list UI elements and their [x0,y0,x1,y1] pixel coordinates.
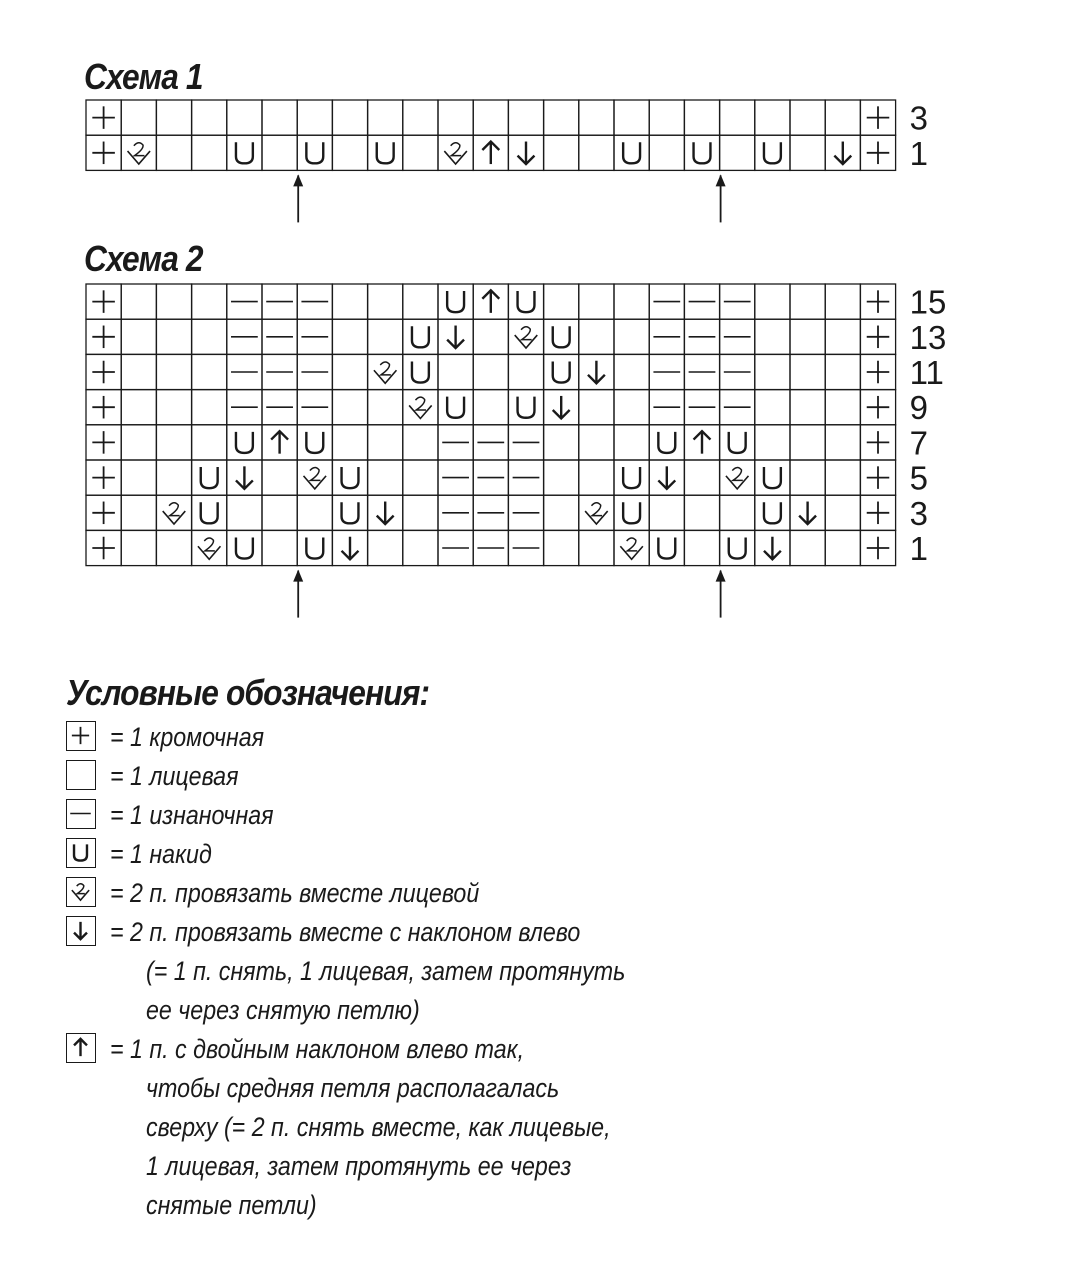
scheme-2-knit-cell [332,284,367,319]
scheme-1-knit-cell [262,135,297,170]
scheme-2-knit-cell [297,495,332,530]
scheme-1-knit-cell [790,135,825,170]
legend-text-line: чтобы средняя петля располагалась [146,1073,560,1103]
scheme-2-k2tog-symbol [368,354,403,389]
scheme-2-purl-symbol [227,354,262,389]
scheme-2-knit-cell [544,425,579,460]
scheme-2-row-7 [86,424,928,461]
scheme-2-knit-cell [579,390,614,425]
scheme-1-knit-cell [297,100,332,135]
scheme-2-edge-stitch-symbol [860,390,895,425]
scheme-2-row-number: 3 [909,494,928,532]
scheme-2-knit-cell [332,319,367,354]
scheme-2-knit-cell [121,390,156,425]
scheme-2-knit-cell [121,284,156,319]
scheme-2-row-number: 9 [909,389,928,427]
scheme-2-knit-cell [368,284,403,319]
scheme-2-knit-cell [262,530,297,565]
scheme-2-purl-symbol [508,495,543,530]
scheme-2-knit-cell [755,354,790,389]
scheme-2-knit-cell [121,495,156,530]
scheme-2-knit-cell [684,495,719,530]
scheme-2-knit-cell [790,284,825,319]
scheme-2-edge-stitch-symbol [86,284,121,319]
scheme-1-yarn-over-symbol [614,135,649,170]
scheme-2-knit-cell [403,460,438,495]
scheme-2-yarn-over-symbol [544,319,579,354]
scheme-1-knit-cell [156,100,191,135]
scheme-2-ssk-arrow-symbol [438,319,473,354]
scheme-2-edge-stitch-symbol [86,530,121,565]
scheme-2-edge-stitch-symbol [860,530,895,565]
scheme-1-knit-cell [368,100,403,135]
scheme-2-edge-stitch-symbol [860,425,895,460]
scheme-2-knit-cell [473,390,508,425]
scheme-2-purl-symbol [684,284,719,319]
scheme-2-purl-symbol [297,284,332,319]
legend-text-line: снятые петли) [146,1190,317,1220]
scheme-2-knit-cell [121,319,156,354]
scheme-2-knit-cell [649,495,684,530]
scheme-2-purl-symbol [438,425,473,460]
scheme-2-edge-stitch-symbol [86,460,121,495]
scheme-1-repeat-arrow-1 [293,174,303,222]
scheme-2-knit-cell [790,530,825,565]
scheme-2-knit-cell [825,284,860,319]
scheme-1-knit-cell [227,100,262,135]
scheme-1-title: Схема 1 [84,56,203,97]
scheme-2-edge-stitch-symbol [860,495,895,530]
scheme-1-knit-cell [579,100,614,135]
scheme-2-knit-cell [156,530,191,565]
scheme-2-knit-cell [684,460,719,495]
scheme-2-double-decrease-arrow-symbol [262,425,297,460]
scheme-2-knit-cell [755,284,790,319]
scheme-1-k2tog-symbol [438,135,473,170]
scheme-2-knit-cell [403,530,438,565]
scheme-2-knit-cell [368,425,403,460]
scheme-2-knit-cell [332,354,367,389]
scheme-2-knit-cell [262,495,297,530]
scheme-2-knit-cell [368,530,403,565]
scheme-2-knit-cell [755,425,790,460]
scheme-2-purl-symbol [508,425,543,460]
legend-text-line: (= 1 п. снять, 1 лицевая, затем протянуть [146,956,626,986]
legend-title: Условные обозначения: [66,672,430,713]
scheme-2-k2tog-symbol [156,495,191,530]
scheme-2-row-1 [86,530,928,567]
scheme-2-purl-symbol [649,284,684,319]
scheme-2-purl-symbol [649,319,684,354]
scheme-2-double-decrease-arrow-symbol [684,425,719,460]
scheme-2-knit-cell [121,530,156,565]
scheme-2-purl-symbol [720,390,755,425]
legend-ssk-symbol [66,916,96,946]
scheme-2-purl-symbol [262,319,297,354]
scheme-1-knit-cell [720,100,755,135]
scheme-2-title: Схема 2 [84,238,203,279]
scheme-2-yarn-over-symbol [614,460,649,495]
scheme-2-edge-stitch-symbol [860,284,895,319]
scheme-2-purl-symbol [262,390,297,425]
scheme-2-knit-cell [544,284,579,319]
scheme-2-yarn-over-symbol [508,284,543,319]
legend-text-line: = 2 п. провязать вместе лицевой [110,878,480,908]
scheme-2-k2tog-symbol [192,530,227,565]
scheme-2-row-number: 7 [909,424,928,462]
scheme-2-knit-cell [156,319,191,354]
scheme-2-edge-stitch-symbol [86,354,121,389]
scheme-2-purl-symbol [508,530,543,565]
scheme-2-knit-cell [438,354,473,389]
scheme-1-knit-cell [403,135,438,170]
scheme-1-knit-cell [614,100,649,135]
scheme-2-purl-symbol [262,354,297,389]
scheme-2-knit-cell [790,319,825,354]
scheme-2-knit-cell [614,425,649,460]
scheme-1-edge-stitch-symbol [86,135,121,170]
scheme-2-knit-cell [544,460,579,495]
scheme-2-purl-symbol [227,390,262,425]
scheme-2-knit-cell [368,460,403,495]
legend-text-line: = 1 накид [110,839,212,869]
scheme-1-knit-cell [438,100,473,135]
scheme-2-row-number: 13 [909,318,947,356]
scheme-2-knit-cell [192,284,227,319]
scheme-1-ssk-arrow-symbol [508,135,543,170]
scheme-2-edge-stitch-symbol [86,319,121,354]
scheme-2-edge-stitch-symbol [860,460,895,495]
scheme-2-row-5 [86,460,928,497]
scheme-1-yarn-over-symbol [297,135,332,170]
scheme-2-knit-cell [614,284,649,319]
scheme-1-knit-cell [332,100,367,135]
scheme-2-yarn-over-symbol [227,425,262,460]
scheme-2-ssk-arrow-symbol [368,495,403,530]
legend-yarn-over [66,835,786,874]
scheme-2-purl-symbol [508,460,543,495]
scheme-2-purl-symbol [720,319,755,354]
scheme-2-ssk-arrow-symbol [755,530,790,565]
scheme-2-k2tog-symbol [297,460,332,495]
legend-k2tog-symbol [66,877,96,907]
scheme-1-knit-cell [332,135,367,170]
scheme-1-knit-cell [544,100,579,135]
scheme-2-row-number: 5 [909,459,928,497]
scheme-2-purl-symbol [297,319,332,354]
scheme-2-purl-symbol [227,284,262,319]
scheme-1-knit-cell [156,135,191,170]
scheme-1-repeat-arrow-2 [716,174,726,222]
scheme-2-yarn-over-symbol [720,530,755,565]
scheme-1-k2tog-symbol [121,135,156,170]
scheme-2-chart [0,282,1000,622]
scheme-2-row-13 [86,319,946,356]
scheme-2-knit-cell [579,425,614,460]
scheme-1-ssk-arrow-symbol [825,135,860,170]
scheme-1-row-3 [86,100,928,137]
scheme-2-edge-stitch-symbol [860,354,895,389]
legend-text-line: = 1 изнаночная [110,800,274,830]
scheme-2-knit-cell [579,284,614,319]
scheme-1-knit-cell [192,100,227,135]
scheme-2-knit-cell [403,284,438,319]
scheme-2-knit-cell [227,495,262,530]
scheme-1-knit-cell [544,135,579,170]
scheme-1-knit-cell [192,135,227,170]
scheme-2-knit-cell [825,495,860,530]
scheme-2-k2tog-symbol [508,319,543,354]
scheme-2-knit-cell [156,425,191,460]
scheme-2-knit-cell [825,425,860,460]
scheme-2-yarn-over-symbol [403,319,438,354]
scheme-2-knit-cell [508,354,543,389]
scheme-2-row-number: 15 [909,283,947,321]
scheme-2-k2tog-symbol [614,530,649,565]
scheme-2-yarn-over-symbol [720,425,755,460]
scheme-2-knit-cell [579,460,614,495]
scheme-2-yarn-over-symbol [438,390,473,425]
scheme-2-purl-symbol [684,319,719,354]
scheme-1-edge-stitch-symbol [860,100,895,135]
scheme-2-knit-cell [579,319,614,354]
scheme-2-knit-cell [544,495,579,530]
legend-text-line: = 1 лицевая [110,761,239,791]
legend-purl [66,796,786,835]
scheme-2-yarn-over-symbol [227,530,262,565]
scheme-2-knit-cell [192,390,227,425]
scheme-1-double-decrease-arrow-symbol [473,135,508,170]
scheme-2-ssk-arrow-symbol [579,354,614,389]
scheme-2-edge-stitch-symbol [860,319,895,354]
scheme-2-edge-stitch-symbol [86,390,121,425]
legend-text-line: 1 лицевая, затем протянуть ее через [146,1151,572,1181]
scheme-2-knit-cell [332,390,367,425]
scheme-2-yarn-over-symbol [614,495,649,530]
scheme-2-row-11 [86,354,944,391]
scheme-2-knit-cell [825,460,860,495]
scheme-2-knit-cell [544,530,579,565]
scheme-2-knit-cell [262,460,297,495]
scheme-1-chart [0,98,1000,228]
scheme-2-knit-cell [720,495,755,530]
scheme-1-knit-cell [684,100,719,135]
scheme-2-knit-cell [192,354,227,389]
scheme-2-purl-symbol [438,460,473,495]
scheme-2-knit-cell [473,319,508,354]
scheme-2-knit-cell [825,530,860,565]
scheme-2-double-decrease-arrow-symbol [473,284,508,319]
scheme-2-yarn-over-symbol [297,530,332,565]
scheme-2-edge-stitch-symbol [86,495,121,530]
scheme-2-knit-cell [614,354,649,389]
scheme-2-knit-cell [156,284,191,319]
scheme-2-knit-cell [614,319,649,354]
scheme-2-k2tog-symbol [579,495,614,530]
scheme-2-knit-cell [156,460,191,495]
legend-ssk [66,913,786,1030]
legend-text-line: = 2 п. провязать вместе с наклоном влево [110,917,581,947]
scheme-2-knit-cell [192,319,227,354]
scheme-2-knit-cell [790,354,825,389]
scheme-2-purl-symbol [720,284,755,319]
scheme-1-yarn-over-symbol [684,135,719,170]
scheme-2-yarn-over-symbol [192,495,227,530]
legend-double-decrease-symbol [66,1033,96,1063]
scheme-1-knit-cell [755,100,790,135]
scheme-2-row-15 [86,284,946,321]
scheme-2-yarn-over-symbol [649,425,684,460]
scheme-1-knit-cell [508,100,543,135]
scheme-2-yarn-over-symbol [403,354,438,389]
scheme-1-knit-cell [121,100,156,135]
scheme-2-yarn-over-symbol [508,390,543,425]
legend-edge-stitch-symbol [66,721,96,751]
scheme-2-yarn-over-symbol [438,284,473,319]
legend-text-line: = 1 п. с двойным наклоном влево так, [110,1034,525,1064]
scheme-1-yarn-over-symbol [755,135,790,170]
scheme-2-purl-symbol [473,425,508,460]
scheme-2-yarn-over-symbol [332,495,367,530]
scheme-2-knit-cell [790,425,825,460]
scheme-1-knit-cell [720,135,755,170]
scheme-2-knit-cell [825,354,860,389]
legend-text-line: ее через снятую петлю) [146,995,420,1025]
scheme-2-purl-symbol [684,390,719,425]
scheme-2-yarn-over-symbol [192,460,227,495]
scheme-2-k2tog-symbol [403,390,438,425]
scheme-2-knit-cell [403,495,438,530]
scheme-2-knit-cell [368,319,403,354]
scheme-2-ssk-arrow-symbol [649,460,684,495]
scheme-2-purl-symbol [720,354,755,389]
scheme-2-knit-cell [332,425,367,460]
scheme-2-knit-cell [121,460,156,495]
scheme-2-yarn-over-symbol [649,530,684,565]
scheme-2-yarn-over-symbol [755,495,790,530]
scheme-2-knit-cell [368,390,403,425]
scheme-1-knit-cell [473,100,508,135]
scheme-1-knit-cell [649,100,684,135]
legend [66,718,786,1225]
scheme-2-ssk-arrow-symbol [790,495,825,530]
scheme-2-repeat-arrow-1 [293,570,303,618]
legend-text-line: сверху (= 2 п. снять вместе, как лицевые, [146,1112,611,1142]
scheme-2-purl-symbol [649,354,684,389]
scheme-2-knit-cell [403,425,438,460]
scheme-2-ssk-arrow-symbol [227,460,262,495]
legend-purl-symbol [66,799,96,829]
legend-knit-symbol [66,760,96,790]
legend-edge-stitch [66,718,786,757]
scheme-2-purl-symbol [684,354,719,389]
scheme-2-knit-cell [121,354,156,389]
scheme-2-knit-cell [790,460,825,495]
legend-knit [66,757,786,796]
scheme-2-row-number: 11 [909,354,944,391]
scheme-2-row-number: 1 [909,530,928,567]
scheme-1-knit-cell [579,135,614,170]
scheme-1-knit-cell [403,100,438,135]
scheme-2-knit-cell [156,390,191,425]
scheme-2-purl-symbol [297,390,332,425]
scheme-1-knit-cell [649,135,684,170]
scheme-2-purl-symbol [473,460,508,495]
scheme-1-row-number: 3 [909,99,928,137]
scheme-2-purl-symbol [473,495,508,530]
scheme-1-row-1 [86,135,928,172]
scheme-1-edge-stitch-symbol [86,100,121,135]
scheme-2-row-3 [86,495,928,532]
scheme-1-yarn-over-symbol [227,135,262,170]
scheme-2-repeat-arrow-2 [716,570,726,618]
scheme-2-yarn-over-symbol [297,425,332,460]
scheme-2-purl-symbol [262,284,297,319]
scheme-2-knit-cell [825,390,860,425]
legend-k2tog [66,874,786,913]
legend-yarn-over-symbol [66,838,96,868]
scheme-2-purl-symbol [438,495,473,530]
scheme-2-knit-cell [614,390,649,425]
scheme-1-knit-cell [825,100,860,135]
scheme-2-knit-cell [121,425,156,460]
scheme-2-yarn-over-symbol [332,460,367,495]
scheme-2-knit-cell [755,390,790,425]
scheme-2-yarn-over-symbol [544,354,579,389]
scheme-1-knit-cell [790,100,825,135]
scheme-2-knit-cell [156,354,191,389]
scheme-1-yarn-over-symbol [368,135,403,170]
scheme-2-purl-symbol [227,319,262,354]
scheme-2-purl-symbol [297,354,332,389]
scheme-2-knit-cell [790,390,825,425]
scheme-1-row-number: 1 [909,134,928,172]
scheme-2-purl-symbol [473,530,508,565]
scheme-1-knit-cell [262,100,297,135]
scheme-2-purl-symbol [649,390,684,425]
scheme-2-knit-cell [684,530,719,565]
scheme-2-knit-cell [473,354,508,389]
legend-double-decrease [66,1030,786,1225]
scheme-2-purl-symbol [438,530,473,565]
scheme-2-ssk-arrow-symbol [332,530,367,565]
scheme-2-knit-cell [755,319,790,354]
scheme-2-row-9 [86,389,928,426]
scheme-2-edge-stitch-symbol [86,425,121,460]
scheme-2-ssk-arrow-symbol [544,390,579,425]
legend-text-line: = 1 кромочная [110,722,265,752]
scheme-2-knit-cell [192,425,227,460]
scheme-2-k2tog-symbol [720,460,755,495]
scheme-2-yarn-over-symbol [755,460,790,495]
scheme-1-edge-stitch-symbol [860,135,895,170]
scheme-2-knit-cell [579,530,614,565]
scheme-2-knit-cell [825,319,860,354]
